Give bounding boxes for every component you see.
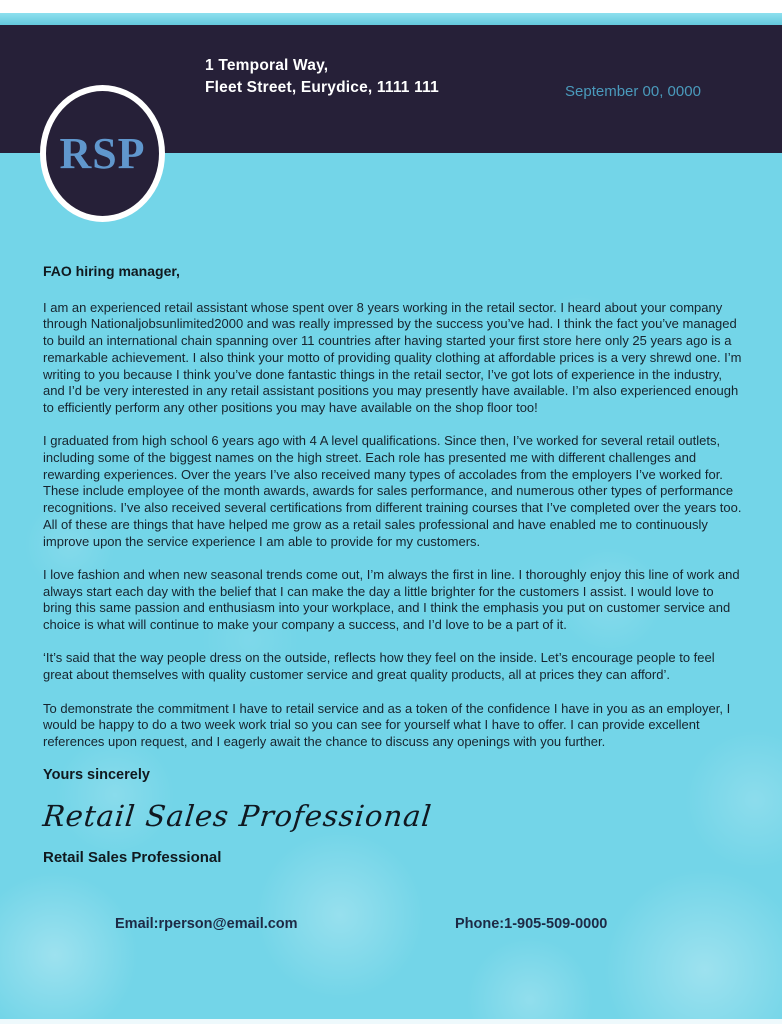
footer-phone: Phone:1-905-509-0000 <box>455 916 608 932</box>
top-white-strip <box>0 0 782 13</box>
address-line-2: Fleet Street, Eurydice, 1111 111 <box>205 79 439 96</box>
paragraph-5: To demonstrate the commitment I have to retail service and as a token of the confidence I have in you as an employer, I would be happy to do a two week work trial so you can see for yourself what I have to offer. I can provide excellent references upon request, and I eagerly await the chance to discuss any openings with you further. <box>43 700 731 749</box>
sender-address <box>205 55 439 99</box>
salutation: FAO hiring manager, <box>43 263 180 279</box>
address-line-1: 1 Temporal Way, <box>205 57 329 74</box>
signature-name: Retail Sales Professional <box>43 849 222 867</box>
closing-line: Yours sincerely <box>43 767 150 784</box>
footer-email: Email:rperson@email.com <box>115 916 298 932</box>
company-logo <box>40 85 165 222</box>
logo-initials: RSP <box>59 128 146 178</box>
letter-date: September 00, 0000 <box>565 83 701 100</box>
signature-script: Retail Sales Professional <box>41 799 434 834</box>
bottom-strip <box>0 1019 782 1024</box>
paragraph-2: I graduated from high school 6 years ago with 4 A level qualifications. Since then, I’ve worked for several retail outlets, including some of the biggest names on the high street. Each role has presented me with different challenges and rewarding experiences. Over the years I’ve also received many types of accolades from the employers I’ve worked for. These include employee of the month awards, awards for sales performance, and numerous other types of performance recognitions. I’ve also received several certifications from different training courses that I’ve completed over the years too. All of these are things that have helped me grow as a retail sales professional and have enabled me to continuously improve upon the service experience I am able to provide for my customers. <box>43 433 742 549</box>
letter-body <box>43 263 744 867</box>
top-cyan-strip <box>0 13 782 25</box>
paragraph-4-quote: ‘It’s said that the way people dress on the outside, reflects how they feel on the inside. Let’s encourage people to feel great about themselves with quality customer service and great quality products, all at prices they can afford’. <box>43 650 715 683</box>
paragraph-1: I am an experienced retail assistant whose spent over 8 years working in the retail sector. I heard about your company through Nationaljobsunlimited2000 and was really impressed by the success you’ve had. I think the fact you’ve managed to build an international chain spanning over 11 countries after having started your first store here only 25 years ago is a remarkable achievement. I also think your motto of providing quality clothing at affordable prices is a very shrewd one. I’m writing to you because I think you’ve done fantastic things in the retail sector, I’ve got lots of experience in the industry, and I’d be very interested in any retail assistant positions you may presently have available. I’m also experienced enough to efficiently perform any other positions you may have available on the shop floor too! <box>43 299 742 415</box>
paragraph-3: I love fashion and when new seasonal trends come out, I’m always the first in line. I thoroughly enjoy this line of work and always start each day with the belief that I can make the day a little brighter for the customers I assist. I would love to bring this same passion and enthusiasm into your workplace, and I think the emphasis you put on customer service and choice is what will continue to make your company a success, and I’d love to be a part of it. <box>43 566 740 633</box>
